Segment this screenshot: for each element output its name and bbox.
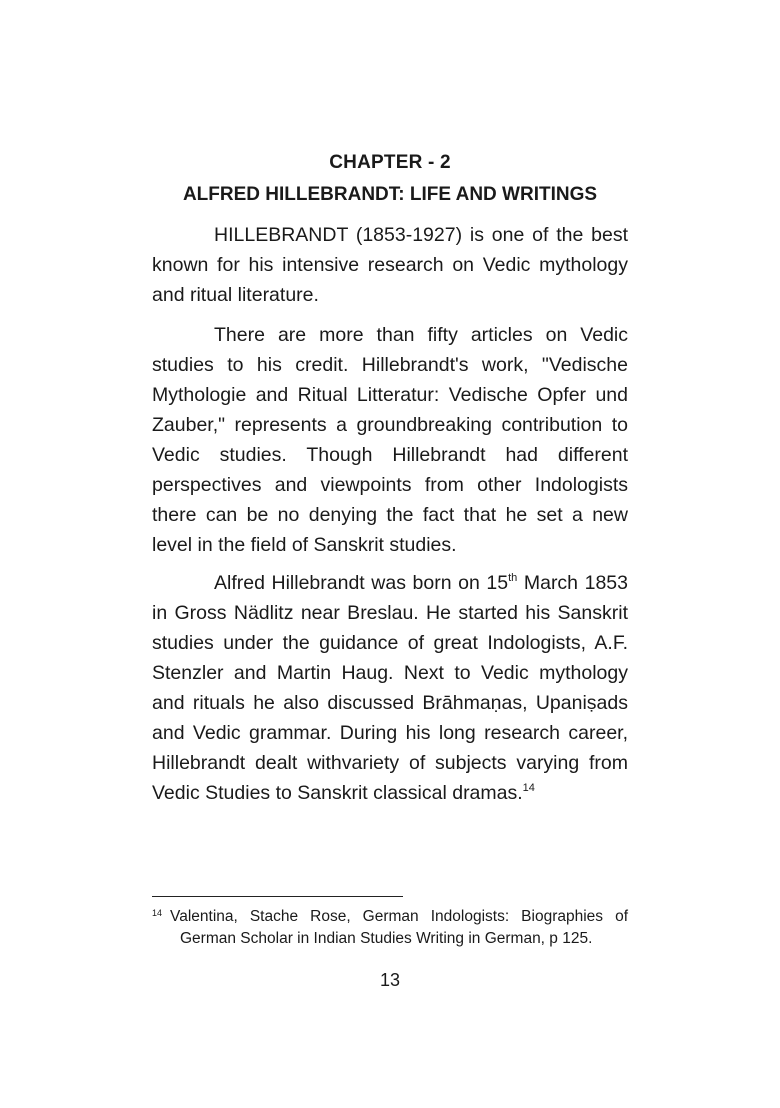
footnote xyxy=(152,906,628,950)
ordinal-superscript: th xyxy=(508,572,518,584)
paragraph-3 xyxy=(152,568,628,808)
paragraph-1: HILLEBRANDT (1853-1927) is one of the best known for his intensive research on Vedic mythology and ritual literature. xyxy=(152,224,628,306)
footnote-text: Valentina, Stache Rose, German Indologists: Biographies of German Scholar in Indian Studies Writing in German, p 125. xyxy=(170,908,628,947)
chapter-title: ALFRED HILLEBRANDT: LIFE AND WRITINGS xyxy=(182,184,598,205)
chapter-label: CHAPTER - 2 xyxy=(329,152,451,173)
footnote-divider xyxy=(152,896,403,897)
footnote-marker: 14 xyxy=(152,908,163,918)
paragraph-2: There are more than fifty articles on Vedic studies to his credit. Hillebrandt's work, "Vedische Mythologie and Ritual Litteratur: Vedische Opfer und Zauber," represents a groundbreaking contribution to Vedic studies. Though Hillebrandt had different perspectives and viewpoints from other Indologists there can be no denying the fact that he set a new level in the field of Sanskrit studies. xyxy=(152,324,628,556)
page-number: 13 xyxy=(379,970,401,990)
paragraph-3-text-start: Alfred Hillebrandt was born on 15 xyxy=(214,572,509,594)
paragraph-3-text-end: March 1853 in Gross Nädlitz near Breslau. He started his Sanskrit studies under the guidance of great Indologists, A.F. Stenzler and Martin Haug. Next to Vedic mythology and rituals he also discussed Brāhmaṇas, Upaniṣads and Vedic grammar. During his long research career, Hillebrandt dealt withvariety of subjects varying from Vedic Studies to Sanskrit classical dramas. xyxy=(152,572,628,804)
footnote-reference[interactable]: 14 xyxy=(522,782,535,794)
